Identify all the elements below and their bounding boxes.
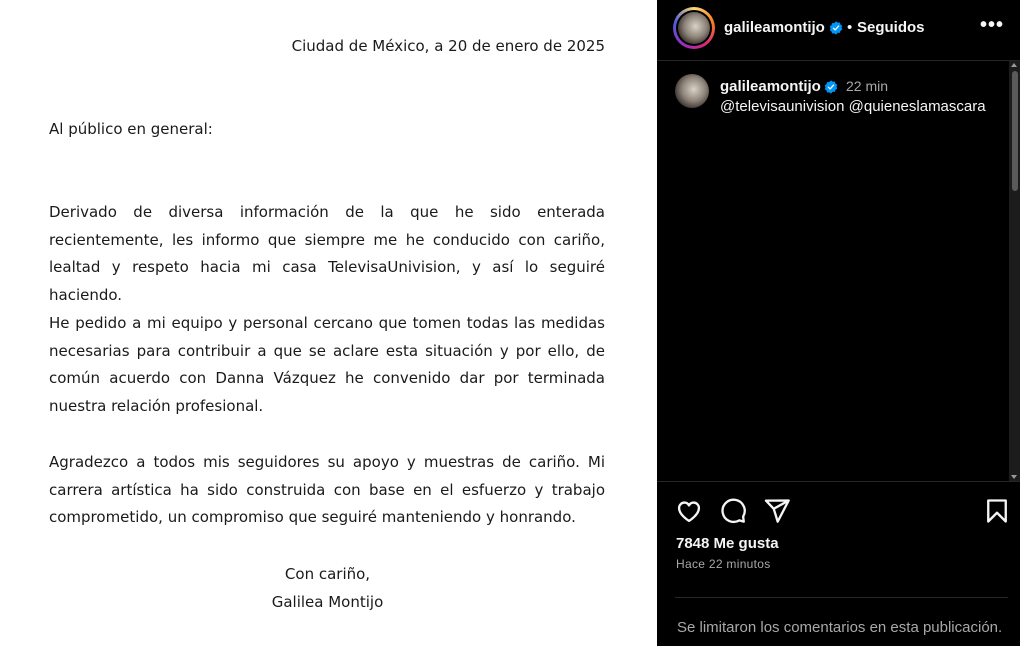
scrollbar-thumb[interactable] bbox=[1012, 71, 1018, 191]
verified-badge-icon bbox=[824, 79, 838, 97]
caption-timestamp[interactable]: 22 min bbox=[846, 78, 889, 94]
likes-count[interactable]: 7848 Me gusta bbox=[676, 535, 779, 552]
scroll-down-arrow-icon[interactable] bbox=[1011, 475, 1017, 479]
letter-paragraph-3: Agradezco a todos mis seguidores su apoyo y muestras de cariño. Mi carrera artística ha sido construida con base en el esfuerzo y trabajo comprometido, un compromiso que seguiré manteniendo y honrando. bbox=[49, 453, 605, 527]
comment-icon bbox=[719, 497, 747, 525]
following-button[interactable]: Seguidos bbox=[857, 19, 925, 36]
heart-icon bbox=[675, 497, 703, 525]
post-caption bbox=[657, 61, 1020, 481]
share-icon bbox=[763, 497, 791, 525]
caption-avatar[interactable] bbox=[675, 74, 709, 108]
letter-greeting: Al público en general: bbox=[49, 120, 213, 138]
scroll-up-arrow-icon[interactable] bbox=[1011, 63, 1017, 67]
comment-button[interactable] bbox=[719, 497, 747, 525]
more-options-icon[interactable]: ••• bbox=[979, 14, 1004, 36]
comments-limited-notice: Se limitaron los comentarios en esta publicación. bbox=[677, 619, 1003, 636]
header-separator: • bbox=[847, 19, 853, 36]
caption-text-mentions[interactable]: @televisaunivision @quieneslamascara bbox=[720, 98, 986, 115]
comments-divider bbox=[675, 597, 1008, 598]
verified-badge-icon bbox=[829, 20, 843, 38]
letter-signature: Galilea Montijo bbox=[271, 593, 384, 611]
post-time-ago[interactable]: Hace 22 minutos bbox=[676, 557, 771, 571]
bookmark-icon bbox=[983, 497, 1011, 525]
like-button[interactable] bbox=[675, 497, 703, 525]
avatar-image bbox=[678, 12, 710, 44]
header-username-link[interactable]: galileamontijo bbox=[724, 19, 825, 36]
caption-scrollbar[interactable] bbox=[1009, 61, 1020, 481]
actions-divider bbox=[657, 481, 1020, 483]
post-side-panel bbox=[657, 0, 1020, 646]
letter-paragraph-1: Derivado de diversa información de la que he sido enterada recientemente, les informo que siempre me he conducido con cariño, lealtad y respeto hacia mi casa TelevisaUnivision, y así lo seguiré haciendo. bbox=[49, 203, 605, 305]
post-header bbox=[657, 0, 1020, 61]
letter-date: Ciudad de México, a 20 de enero de 2025 bbox=[291, 37, 605, 55]
header-avatar[interactable] bbox=[673, 7, 715, 49]
save-button[interactable] bbox=[983, 497, 1011, 525]
letter-closing: Con cariño, bbox=[284, 565, 371, 583]
share-button[interactable] bbox=[763, 497, 791, 525]
letter-paragraph-2: He pedido a mi equipo y personal cercano que tomen todas las medidas necesarias para contribuir a que se aclare esta situación y por ello, de común acuerdo con Danna Vázquez he convenido dar por terminada nuestra relación profesional. bbox=[49, 314, 605, 416]
caption-username-link[interactable]: galileamontijo bbox=[720, 78, 821, 95]
